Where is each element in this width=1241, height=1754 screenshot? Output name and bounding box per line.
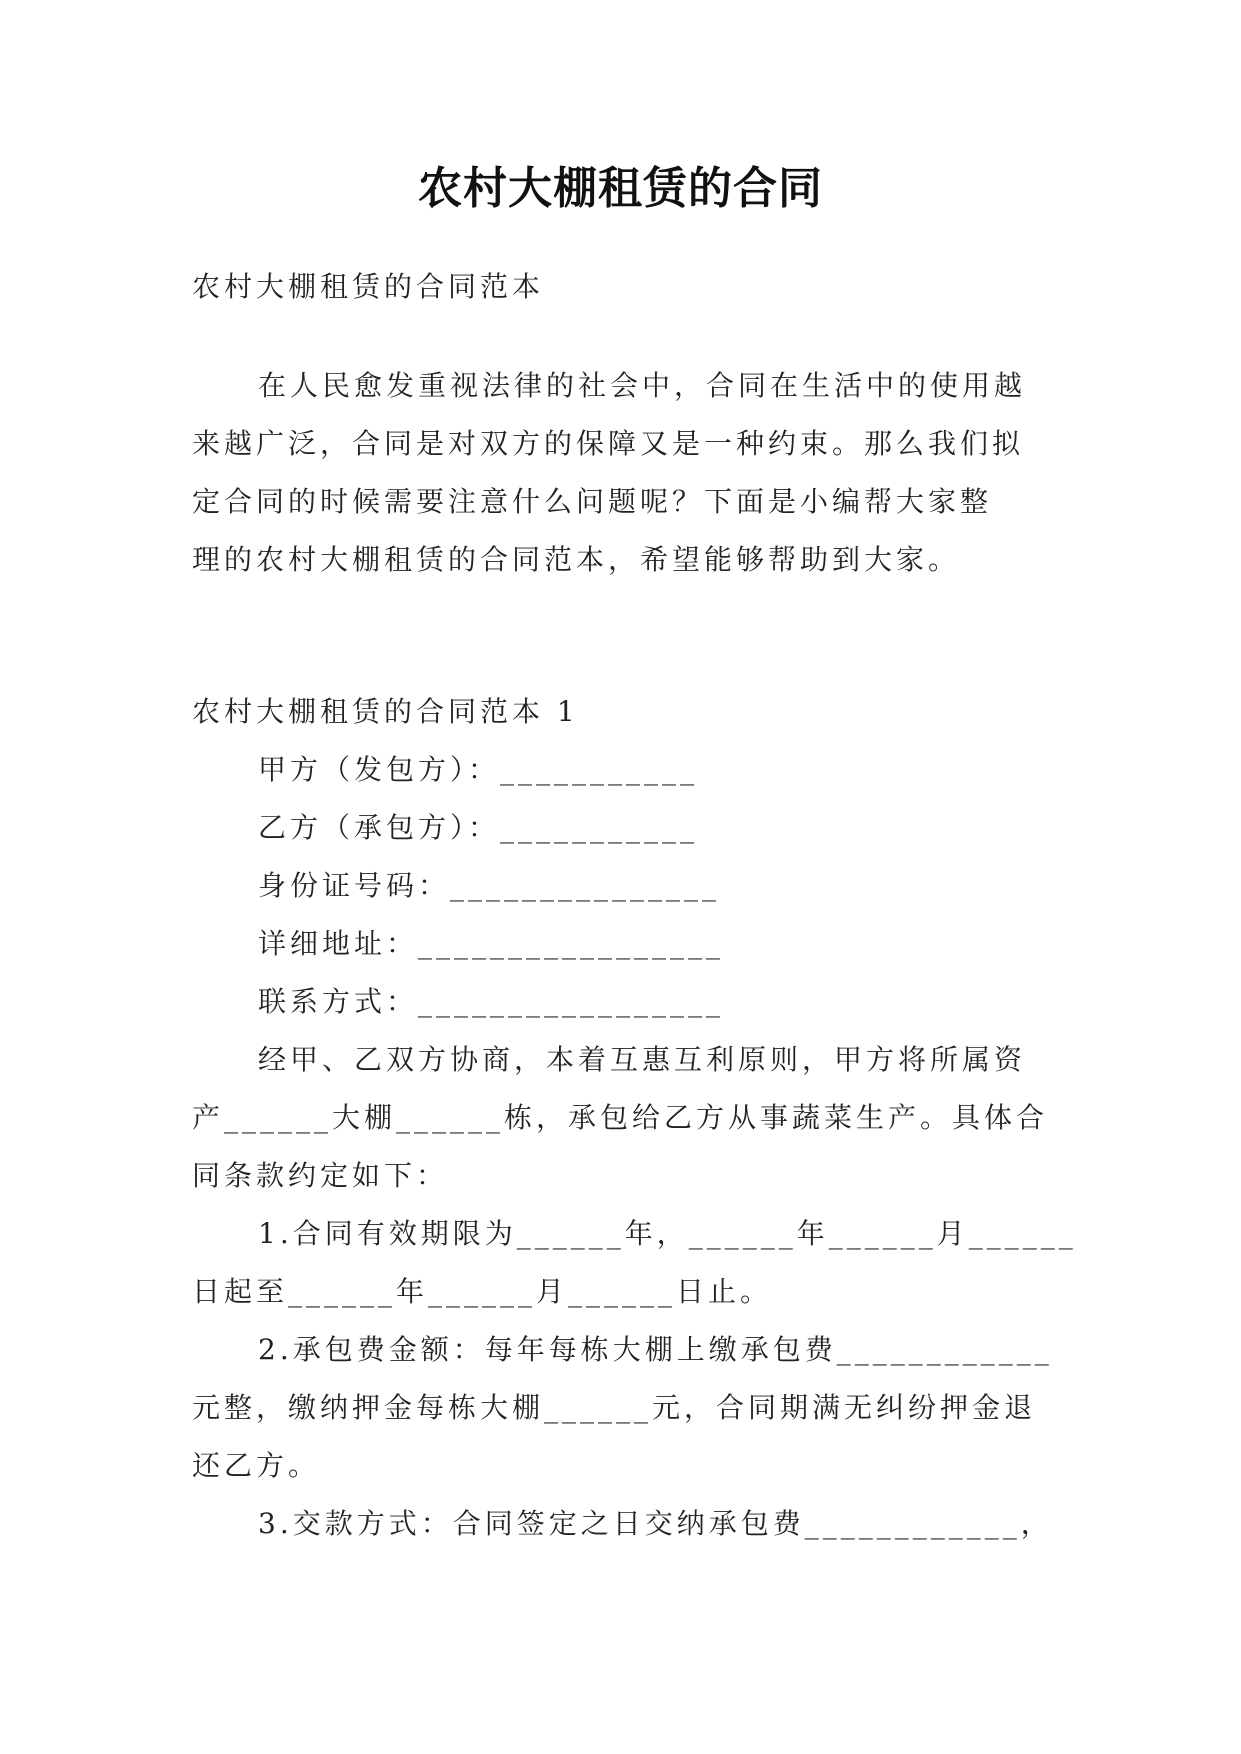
document-title: 农村大棚租赁的合同: [418, 163, 823, 214]
intro-line: 理的农村大棚租赁的合同范本，希望能够帮助到大家。: [192, 543, 961, 576]
body-line: 同条款约定如下：: [192, 1159, 449, 1192]
clause-2-line: 还乙方。: [192, 1449, 321, 1482]
intro-paragraph: [192, 357, 1062, 589]
clause-1-line: 日起至______年______月______日止。: [192, 1275, 773, 1308]
party-a-field: 甲方（发包方）：___________: [258, 753, 699, 786]
contract-section: [192, 683, 1077, 1553]
id-number-field: 身份证号码：_______________: [258, 869, 721, 902]
body-line: 产______大棚______栋，承包给乙方从事蔬菜生产。具体合: [192, 1101, 1049, 1134]
address-field: 详细地址：_________________: [258, 927, 725, 960]
body-line: 经甲、乙双方协商，本着互惠互利原则，甲方将所属资: [258, 1043, 1027, 1076]
intro-line: 来越广泛，合同是对双方的保障又是一种约束。那么我们拟: [192, 427, 1025, 460]
clause-1-line: 1.合同有效期限为______年，______年______月______: [258, 1217, 1077, 1250]
clause-2-line: 2.承包费金额：每年每栋大棚上缴承包费____________: [258, 1333, 1053, 1366]
contact-field: 联系方式：_________________: [258, 985, 725, 1018]
intro-line: 在人民愈发重视法律的社会中，合同在生活中的使用越: [258, 369, 1027, 402]
party-b-field: 乙方（承包方）：___________: [258, 811, 699, 844]
document-subtitle: 农村大棚租赁的合同范本: [192, 270, 545, 303]
clause-3-line: 3.交款方式：合同签定之日交纳承包费____________，: [258, 1507, 1053, 1540]
intro-line: 定合同的时候需要注意什么问题呢？下面是小编帮大家整: [192, 485, 993, 518]
clause-2-line: 元整，缴纳押金每栋大棚______元，合同期满无纠纷押金退: [192, 1391, 1037, 1424]
section-heading: 农村大棚租赁的合同范本 1: [192, 695, 579, 728]
